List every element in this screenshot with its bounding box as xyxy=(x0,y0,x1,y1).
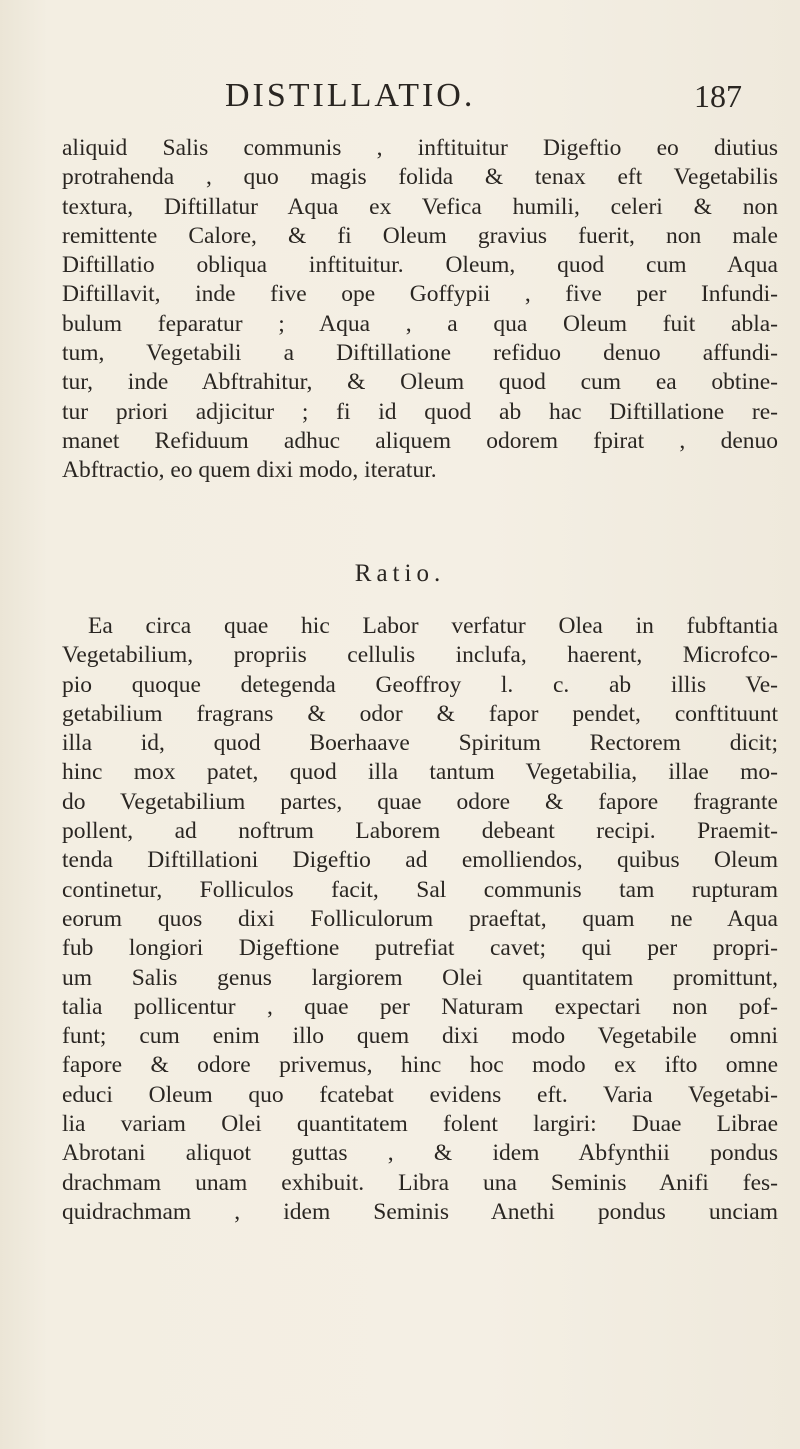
text-line: illa id, quod Boerhaave Spiritum Rectorem dicit; xyxy=(62,730,778,757)
text-line: drachmam unam exhibuit. Libra una Seminis Anifi fes- xyxy=(62,1169,778,1196)
text-line: Diftillavit, inde five ope Goffypii , five per Infundi- xyxy=(62,281,778,308)
text-line: Ea circa quae hic Labor verfatur Olea in fubftantia xyxy=(88,613,778,639)
text-line: quidrachmam , idem Seminis Anethi pondus unciam xyxy=(62,1198,778,1225)
text-line: pio quoque detegenda Geoffroy l. c. ab illis Ve- xyxy=(62,671,778,698)
paragraph-one xyxy=(62,134,778,486)
text-line: educi Oleum quo fcatebat evidens eft. Varia Vegetabi- xyxy=(62,1081,778,1108)
text-line: fub longiori Digeftione putrefiat cavet; qui per propri- xyxy=(62,935,778,962)
text-line: Abrotani aliquot guttas , & idem Abfynthii pondus xyxy=(62,1140,778,1167)
text-line: bulum feparatur ; Aqua , a qua Oleum fuit abla- xyxy=(62,310,778,337)
text-line: Abftractio, eo quem dixi modo, iteratur. xyxy=(62,457,437,484)
text-line: tenda Diftillationi Digeftio ad emolliendos, quibus Oleum xyxy=(62,847,778,874)
text-line: manet Refiduum adhuc aliquem odorem fpirat , denuo xyxy=(62,427,778,454)
text-line: continetur, Folliculos facit, Sal communis tam rupturam xyxy=(62,876,778,903)
text-line: tur priori adjicitur ; fi id quod ab hac Diftillatione re- xyxy=(62,398,778,425)
text-line: aliquid Salis communis , inftituitur Digeftio eo diutius xyxy=(62,135,778,161)
paragraph-two xyxy=(62,612,778,1227)
page-number: 187 xyxy=(694,78,742,114)
text-line: Vegetabilium, propriis cellulis inclufa, haerent, Microfco- xyxy=(62,642,778,669)
text-line: pollent, ad noftrum Laborem debeant recipi. Praemit- xyxy=(62,818,778,845)
text-line: Diftillatio obliqua inftituitur. Oleum, quod cum Aqua xyxy=(62,252,778,279)
text-line: um Salis genus largiorem Olei quantitatem promittunt, xyxy=(62,964,778,991)
page-header xyxy=(0,76,800,116)
text-line: talia pollicentur , quae per Naturam expectari non pof- xyxy=(62,993,778,1020)
text-line: protrahenda , quo magis folida & tenax eft Vegetabilis xyxy=(62,164,778,191)
text-line: lia variam Olei quantitatem folent largiri: Duae Librae xyxy=(62,1111,778,1138)
text-line: eorum quos dixi Folliculorum praeftat, quam ne Aqua xyxy=(62,905,778,932)
section-heading: Ratio. xyxy=(354,560,446,587)
text-line: getabilium fragrans & odor & fapor pendet, conftituunt xyxy=(62,700,778,727)
text-line: textura, Diftillatur Aqua ex Vefica humili, celeri & non xyxy=(62,193,778,220)
text-line: tum, Vegetabili a Diftillatione refiduo denuo affundi- xyxy=(62,340,778,367)
text-line: remittente Calore, & fi Oleum gravius fuerit, non male xyxy=(62,222,778,249)
text-line: do Vegetabilium partes, quae odore & fapore fragrante xyxy=(62,788,778,815)
text-line: hinc mox patet, quod illa tantum Vegetabilia, illae mo- xyxy=(62,759,778,786)
running-title: DISTILLATIO. xyxy=(225,77,476,114)
text-line: tur, inde Abftrahitur, & Oleum quod cum ea obtine- xyxy=(62,369,778,396)
text-line: funt; cum enim illo quem dixi modo Vegetabile omni xyxy=(62,1023,778,1050)
text-line: fapore & odore privemus, hinc hoc modo ex ifto omne xyxy=(62,1052,778,1079)
